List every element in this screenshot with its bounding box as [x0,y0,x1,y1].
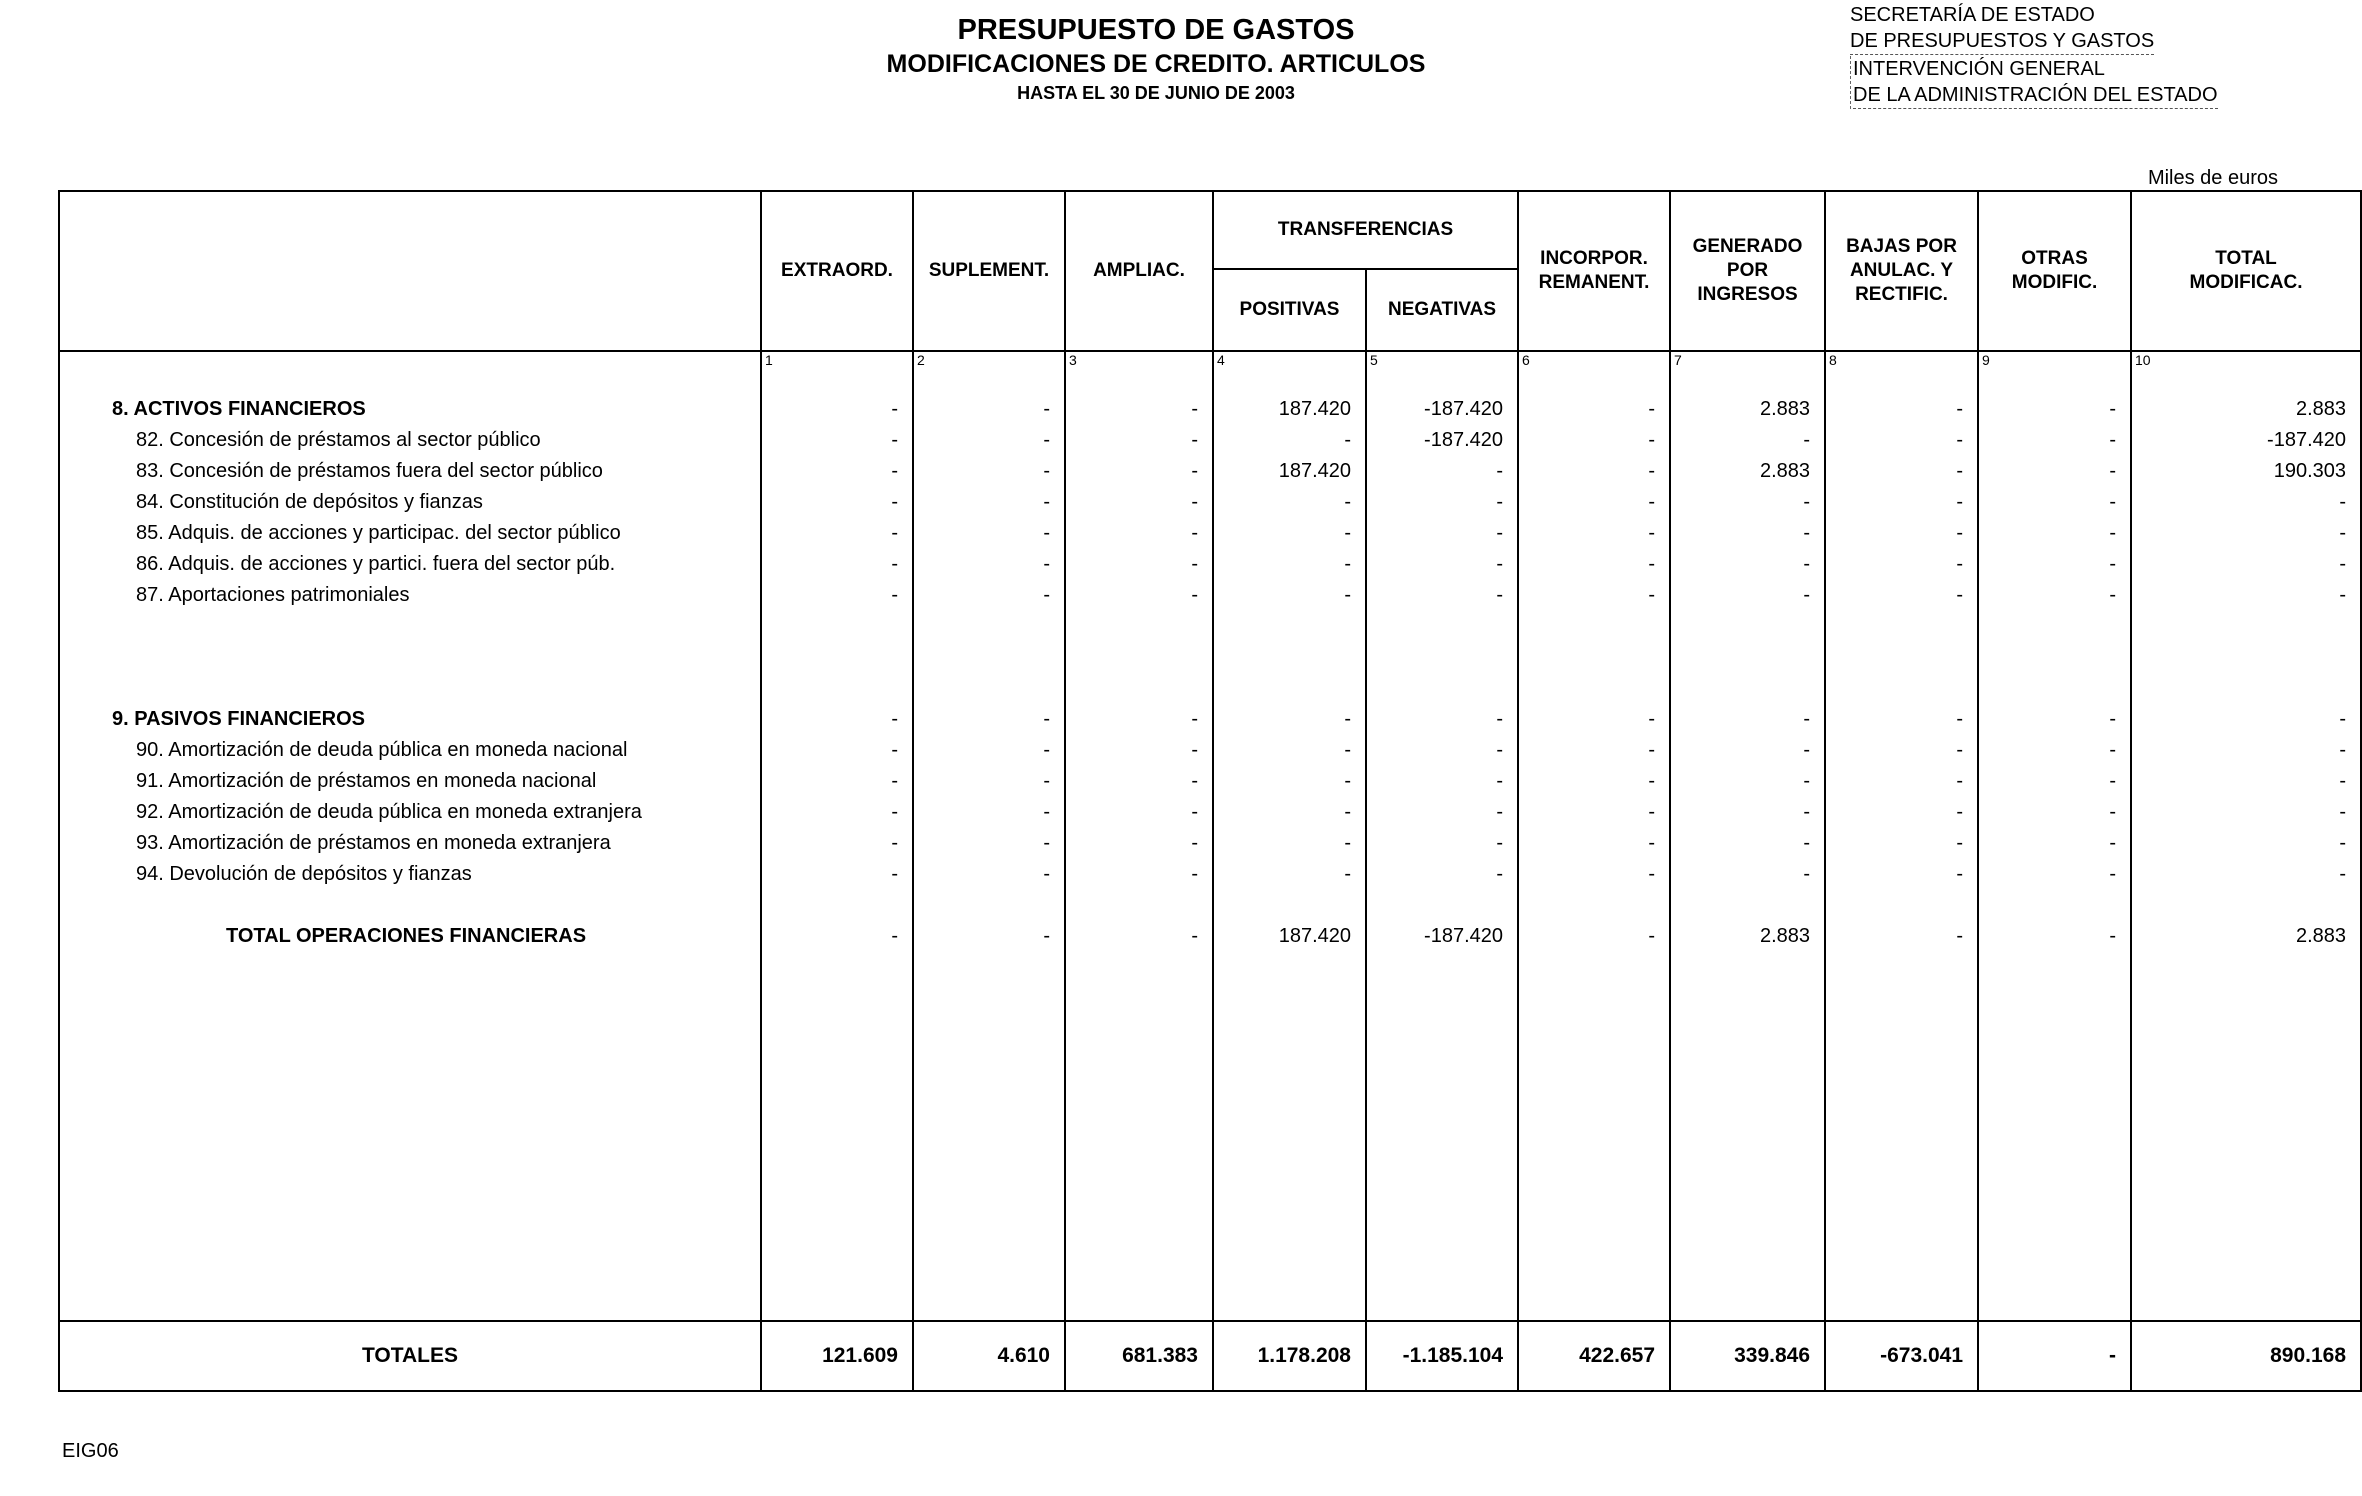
row-value: - [1065,452,1213,483]
column-number: 2 [913,351,1065,390]
row-value: - [1825,421,1978,452]
report-title: PRESUPUESTO DE GASTOS [957,14,1355,46]
row-value: 187.420 [1213,452,1366,483]
row-value: - [1366,545,1518,576]
row-value: - [1518,917,1670,948]
spacer-cell [1825,886,1978,917]
column-number: 10 [2131,351,2361,390]
row-value: - [913,483,1065,514]
row-value: - [2131,700,2361,731]
row-value: - [1213,793,1366,824]
row-value: - [1978,545,2131,576]
row-value: - [1366,824,1518,855]
table-row [59,483,2361,514]
column-number: 7 [1670,351,1825,390]
intervencion-line-2: DE LA ADMINISTRACIÓN DEL ESTADO [1853,82,2218,109]
row-value: - [2131,483,2361,514]
filler-cell [913,948,1065,1321]
row-value: - [1670,793,1825,824]
row-value: - [1065,700,1213,731]
row-value: - [1518,452,1670,483]
row-value: - [1978,452,2131,483]
row-value: - [1366,700,1518,731]
row-value: - [913,731,1065,762]
row-value: - [913,824,1065,855]
table-row [59,824,2361,855]
row-value: - [1366,762,1518,793]
row-value: - [1825,576,1978,607]
row-value: - [913,390,1065,421]
row-value: -187.420 [2131,421,2361,452]
row-value: 2.883 [1670,390,1825,421]
row-value: - [761,855,913,886]
col-total-header [2131,191,2361,351]
secretaria-line-1: SECRETARÍA DE ESTADO [1850,4,2095,26]
col-total-line-2: MODIFICAC. [2189,272,2303,293]
column-number: 8 [1825,351,1978,390]
row-value: - [1978,514,2131,545]
row-value: - [1825,731,1978,762]
row-value: - [1978,731,2131,762]
spacer-cell [2131,886,2361,917]
row-value: - [1065,855,1213,886]
row-value: - [1518,545,1670,576]
row-value: 190.303 [2131,452,2361,483]
spacer-cell [2131,607,2361,700]
row-value: 2.883 [1670,917,1825,948]
spacer-cell [59,607,761,700]
row-value: - [1065,421,1213,452]
row-value: - [1213,762,1366,793]
row-value: - [761,390,913,421]
totals-value: -1.185.104 [1366,1321,1518,1391]
table-row [59,421,2361,452]
row-value: - [761,731,913,762]
row-value: - [1213,855,1366,886]
spacer-cell [761,607,913,700]
totals-value: 121.609 [761,1321,913,1391]
footer-code: EIG06 [62,1440,119,1462]
spacer-cell [1213,607,1366,700]
spacer-row [59,607,2361,700]
row-value: - [1065,731,1213,762]
filler-cell [1366,948,1518,1321]
row-value: - [1978,700,2131,731]
col-bajas-line-1: BAJAS POR [1846,236,1957,257]
row-value: - [913,421,1065,452]
col-total-line-1: TOTAL [2215,248,2277,269]
spacer-cell [1825,607,1978,700]
spacer-cell [1213,886,1366,917]
filler-cell [1825,948,1978,1321]
row-value: - [1366,576,1518,607]
row-value: - [913,545,1065,576]
row-value: 2.883 [1670,452,1825,483]
row-label: 82. Concesión de préstamos al sector público [59,421,761,452]
table-row [59,793,2361,824]
spacer-cell [913,886,1065,917]
totals-value: 339.846 [1670,1321,1825,1391]
col-positivas-header: POSITIVAS [1213,269,1366,351]
row-value: - [1366,452,1518,483]
row-value: - [1065,917,1213,948]
column-number: 3 [1065,351,1213,390]
row-value: - [1213,731,1366,762]
totals-value: - [1978,1321,2131,1391]
row-value: - [1213,514,1366,545]
spacer-cell [1518,607,1670,700]
row-value: - [1213,700,1366,731]
table-row [59,731,2361,762]
secretaria-block [1850,2,2154,55]
row-value: 2.883 [2131,917,2361,948]
row-value: - [1670,576,1825,607]
spacer-row [59,886,2361,917]
row-value: - [1518,576,1670,607]
row-value: -187.420 [1366,917,1518,948]
report-date: HASTA EL 30 DE JUNIO DE 2003 [1017,83,1295,103]
row-value: - [1825,762,1978,793]
col-otras-header [1978,191,2131,351]
row-label: 83. Concesión de préstamos fuera del sector público [59,452,761,483]
filler-row [59,948,2361,1321]
row-label: 90. Amortización de deuda pública en moneda nacional [59,731,761,762]
row-value: - [1065,576,1213,607]
col-generado-line-1: GENERADO [1692,236,1803,257]
column-number: 1 [761,351,913,390]
row-label: TOTAL OPERACIONES FINANCIERAS [59,917,761,948]
spacer-cell [1366,886,1518,917]
column-number: 9 [1978,351,2131,390]
col-otras-line-1: OTRAS [2021,248,2088,269]
row-value: - [1065,514,1213,545]
row-value: - [1366,731,1518,762]
row-value: - [1978,824,2131,855]
row-value: - [913,452,1065,483]
row-value: - [1978,390,2131,421]
row-value: - [2131,514,2361,545]
row-value: - [1518,483,1670,514]
row-value: - [913,514,1065,545]
row-value: - [1825,390,1978,421]
col-generado-line-3: INGRESOS [1697,284,1798,305]
row-value: - [761,514,913,545]
row-value: - [1825,483,1978,514]
row-label: 92. Amortización de deuda pública en moneda extranjera [59,793,761,824]
row-value: - [2131,731,2361,762]
filler-cell [1670,948,1825,1321]
col-bajas-header [1825,191,1978,351]
row-value: - [1670,731,1825,762]
row-value: - [1825,514,1978,545]
row-value: - [1366,855,1518,886]
row-value: - [761,700,913,731]
row-label: 84. Constitución de depósitos y fianzas [59,483,761,514]
spacer-cell [913,607,1065,700]
row-value: - [2131,793,2361,824]
col-generado-line-2: POR [1726,260,1769,281]
report-subtitle: MODIFICACIONES DE CREDITO. ARTICULOS [886,50,1426,78]
column-number: 6 [1518,351,1670,390]
modifications-table [58,190,2362,1392]
row-value: - [1670,762,1825,793]
row-value: - [1670,855,1825,886]
row-value: - [1213,576,1366,607]
spacer-cell [59,886,761,917]
row-value: - [1518,824,1670,855]
table-row [59,762,2361,793]
row-value: - [913,576,1065,607]
totals-label: TOTALES [59,1321,761,1391]
column-number-row [59,351,2361,390]
row-value: - [2131,545,2361,576]
spacer-cell [1670,607,1825,700]
row-value: - [761,483,913,514]
totals-value: 1.178.208 [1213,1321,1366,1391]
row-value: - [1518,731,1670,762]
row-value: - [1825,452,1978,483]
intervencion-block [1850,56,2218,109]
row-value: - [1065,824,1213,855]
row-label: 85. Adquis. de acciones y participac. del sector público [59,514,761,545]
row-value: - [1670,514,1825,545]
row-value: - [1978,917,2131,948]
row-value: - [1978,762,2131,793]
row-value: - [761,762,913,793]
filler-cell [1978,948,2131,1321]
row-label: 87. Aportaciones patrimoniales [59,576,761,607]
row-value: - [1518,700,1670,731]
row-value: - [761,545,913,576]
row-value: - [2131,576,2361,607]
row-value: - [1978,855,2131,886]
filler-cell [1518,948,1670,1321]
row-value: - [1366,514,1518,545]
table-body [59,390,2361,948]
totals-value: 4.610 [913,1321,1065,1391]
row-value: - [913,793,1065,824]
row-value: - [1366,483,1518,514]
row-value: - [1213,824,1366,855]
row-value: - [1065,793,1213,824]
table-row [59,452,2361,483]
filler-cell [1065,948,1213,1321]
row-value: - [2131,824,2361,855]
row-value: -187.420 [1366,390,1518,421]
secretaria-line-2: DE PRESUPUESTOS Y GASTOS [1850,28,2154,55]
row-value: - [1825,855,1978,886]
row-value: - [1366,793,1518,824]
col-generado-header [1670,191,1825,351]
filler-cell [2131,948,2361,1321]
row-value: -187.420 [1366,421,1518,452]
totals-value: -673.041 [1825,1321,1978,1391]
row-value: - [1825,824,1978,855]
units-label: Miles de euros [2147,167,2278,189]
row-value: - [913,700,1065,731]
row-value: - [761,452,913,483]
row-value: - [1518,421,1670,452]
table-row [59,700,2361,731]
col-negativas-header: NEGATIVAS [1366,269,1518,351]
row-value: - [913,917,1065,948]
row-value: - [761,917,913,948]
row-label: 8. ACTIVOS FINANCIEROS [59,390,761,421]
column-number: 5 [1366,351,1518,390]
row-value: - [1670,545,1825,576]
row-value: - [1825,917,1978,948]
row-value: - [1065,390,1213,421]
col-transferencias-header: TRANSFERENCIAS [1213,191,1518,269]
row-label: 91. Amortización de préstamos en moneda nacional [59,762,761,793]
row-value: - [1518,514,1670,545]
spacer-cell [1978,607,2131,700]
spacer-cell [1518,886,1670,917]
row-value: - [761,793,913,824]
column-number-blank [59,351,761,390]
row-value: - [1825,545,1978,576]
row-value: - [1213,483,1366,514]
table-row [59,917,2361,948]
row-value: - [1978,576,2131,607]
row-label: 86. Adquis. de acciones y partici. fuera del sector púb. [59,545,761,576]
spacer-cell [1978,886,2131,917]
col-extraord-header: EXTRAORD. [761,191,913,351]
col-incorpor-line-2: REMANENT. [1538,272,1650,293]
row-value: - [1518,390,1670,421]
row-value: - [1518,762,1670,793]
row-label: 93. Amortización de préstamos en moneda extranjera [59,824,761,855]
header-label-cell [59,191,761,351]
row-value: - [2131,855,2361,886]
filler-cell [1213,948,1366,1321]
row-value: - [913,855,1065,886]
intervencion-line-1: INTERVENCIÓN GENERAL [1853,58,2105,80]
col-bajas-line-2: ANULAC. Y [1849,260,1954,281]
row-value: - [761,824,913,855]
row-value: - [1065,545,1213,576]
row-value: - [913,762,1065,793]
spacer-cell [1366,607,1518,700]
table-row [59,576,2361,607]
filler-cell [59,948,761,1321]
row-value: - [1670,483,1825,514]
table-row [59,514,2361,545]
totals-value: 681.383 [1065,1321,1213,1391]
row-value: - [1065,762,1213,793]
row-value: - [1670,421,1825,452]
row-value: - [1978,793,2131,824]
col-incorpor-header [1518,191,1670,351]
col-ampliac-header: AMPLIAC. [1065,191,1213,351]
row-value: - [1978,483,2131,514]
table-row [59,545,2361,576]
table-row [59,855,2361,886]
row-value: 187.420 [1213,390,1366,421]
filler-cell [761,948,913,1321]
row-value: - [1065,483,1213,514]
spacer-cell [1065,886,1213,917]
totals-row [59,1321,2361,1391]
row-value: - [1825,793,1978,824]
spacer-cell [1065,607,1213,700]
spacer-cell [1670,886,1825,917]
column-number: 4 [1213,351,1366,390]
row-value: 187.420 [1213,917,1366,948]
col-bajas-line-3: RECTIFIC. [1855,284,1948,305]
row-value: - [1670,824,1825,855]
row-value: 2.883 [2131,390,2361,421]
row-value: - [761,576,913,607]
spacer-cell [761,886,913,917]
row-label: 9. PASIVOS FINANCIEROS [59,700,761,731]
row-value: - [2131,762,2361,793]
row-value: - [1518,855,1670,886]
row-value: - [1213,421,1366,452]
row-label: 94. Devolución de depósitos y fianzas [59,855,761,886]
col-incorpor-line-1: INCORPOR. [1540,248,1648,269]
row-value: - [1978,421,2131,452]
col-otras-line-2: MODIFIC. [2011,272,2098,293]
totals-value: 890.168 [2131,1321,2361,1391]
totals-value: 422.657 [1518,1321,1670,1391]
row-value: - [1670,700,1825,731]
row-value: - [1825,700,1978,731]
row-value: - [1213,545,1366,576]
row-value: - [761,421,913,452]
col-suplement-header: SUPLEMENT. [913,191,1065,351]
row-value: - [1518,793,1670,824]
table-row [59,390,2361,421]
